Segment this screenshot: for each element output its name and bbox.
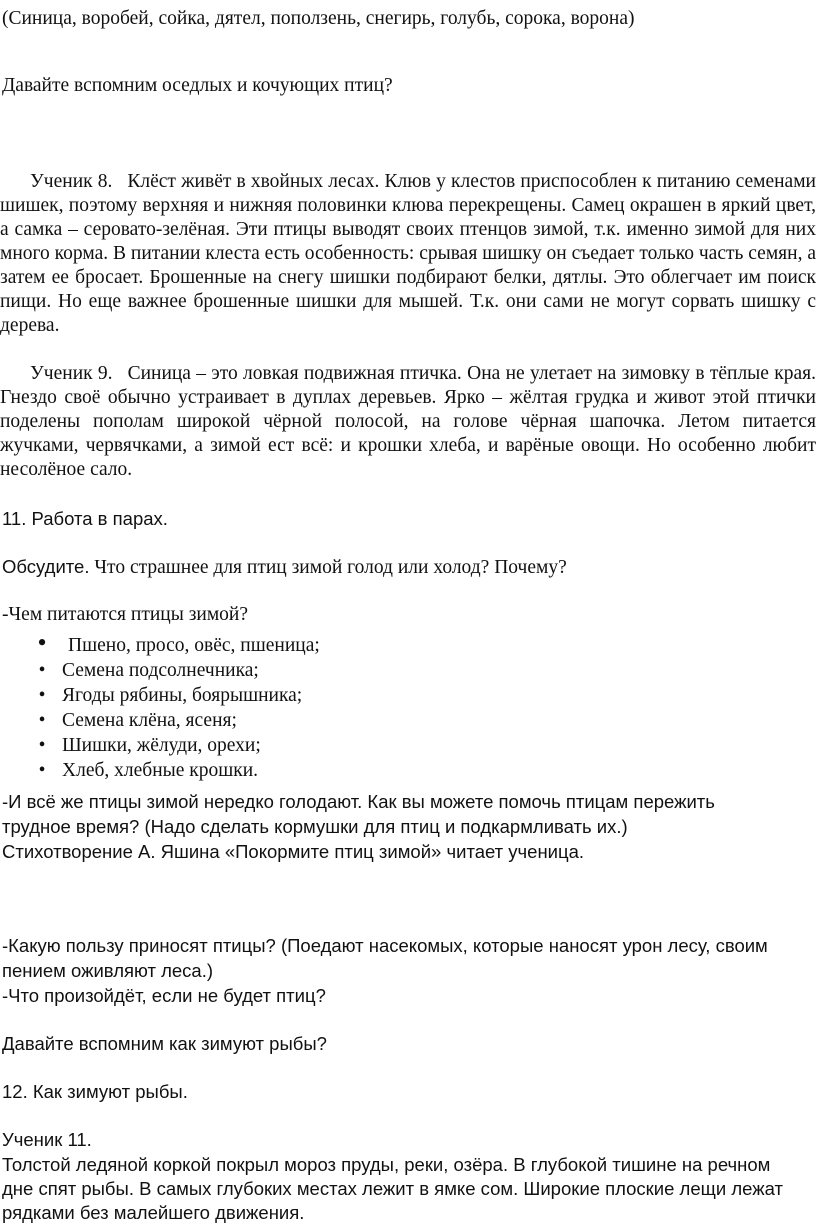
student9-paragraph (0, 362, 816, 482)
bullet-icon: • (38, 660, 46, 681)
student9-bird: Синица (127, 363, 191, 384)
student11-label: Ученик 11. (2, 1129, 92, 1150)
bullet-icon: • (38, 760, 46, 781)
help-line-2: трудное время? (Надо сделать кормушки для птиц и подкармливать их.) (2, 816, 628, 837)
student9-text: – это ловкая подвижная птичка. Она не улетает на зимовку в тёплые края. Гнездо своё обычно устраивает в дуплах деревьев. Ярко – жёлтая грудка и живот этой птички поделены пополам широкой чёрной полосой, на голове чёрная шапочка. Летом питается жучками, червячками, а зимой ест всё: и крошки хлеба, и варёные овощи. Но особенно любит несолёное сало. (0, 363, 816, 480)
student11-line-2: дне спят рыбы. В самых глубоких местах лежит в ямке сом. Широкие плоские лещи лежат (2, 1178, 783, 1199)
student8-text: живёт в хвойных лесах. Клюв у клестов приспособлен к питанию семенами шишек, поэтому верхняя и нижняя половинки клюва перекрещены. Самец окрашен в яркий цвет, а самка – серовато-зелёная. Эти птицы выводят своих птенцов зимой, т.к. именно зимой для них много корма. В питании клеста есть особенность: срывая шишку он съедает только часть семян, а затем ее бросает. Брошенные на снегу шишки подбирают белки, дятлы. Это облегчает им поиск пищи. Но еще важнее брошенные шишки для мышей. Т.к. они сами не могут сорвать шишку с дерева. (0, 171, 816, 336)
discuss-question: Что страшнее для птиц зимой голод или холод? Почему? (89, 557, 567, 578)
poem-line: Стихотворение А. Яшина «Покормите птиц зимой» читает ученица. (2, 841, 585, 862)
help-line-1: -И всё же птицы зимой нередко голодают. Как вы можете помочь птицам пережить (2, 791, 715, 812)
bullet-icon: • (38, 710, 46, 731)
student11-line-3: рядками без малейшего движения. (2, 1202, 305, 1223)
student8-bird: Клёст (127, 171, 176, 192)
student11-line-1: Толстой ледяной коркой покрыл мороз пруды, реки, озёра. В глубокой тишине на речном (2, 1154, 771, 1175)
section-12-heading: 12. Как зимуют рыбы. (2, 1081, 188, 1102)
bullet-icon: • (38, 685, 46, 706)
student9-label: Ученик 9. (30, 363, 113, 384)
what-if-line: -Что произойдёт, если не будет птиц? (2, 985, 326, 1006)
discuss-label: Обсудите. (2, 556, 90, 577)
food-question: -Чем питаются птицы зимой? (2, 604, 249, 625)
discuss-line (2, 555, 567, 580)
recall-prompt: Давайте вспомним оседлых и кочующих птиц? (2, 75, 393, 96)
bullet-icon: • (37, 628, 47, 657)
benefit-line-2: пением оживляют леса.) (2, 960, 214, 981)
student8-label: Ученик 8. (30, 171, 113, 192)
bullet-icon: • (38, 735, 46, 756)
section-11-heading: 11. Работа в парах. (2, 508, 168, 529)
birds-list: (Синица, воробей, сойка, дятел, поползень, снегирь, голубь, сорока, ворона) (2, 8, 635, 29)
student8-paragraph (0, 170, 816, 338)
document-page: (Синица, воробей, сойка, дятел, поползень, снегирь, голубь, сорока, ворона) Давайте вспомним оседлых и кочующих птиц? Ученик 8. Клёст живёт в хвойных лесах. Клюв у клестов приспособлен к питанию семенами шишек, поэтому верхняя и нижняя половинки клюва перекрещены. Самец окрашен в яркий цвет, а самка – серовато-зелёная. Эти птицы выводят своих птенцов зимой, т.к. именно зимой для них много корма. В питании клеста есть особенность: срывая шишку он съедает только часть семян, а затем ее бросает. Брошенные на снегу шишки подбирают белки, дятлы. Это облегчает им поиск пищи. Но еще важнее брошенные шишки для мышей. Т.к. они сами не могут сорвать шишку с дерева. Ученик 9. Синица – это ловкая подвижная птичка. Она не улетает на зимовку в тёплые края. Гнездо своё обычно устраивает в дуплах деревьев. Ярко – жёлтая грудка и живот этой птички поделены пополам широкой чёрной полосой, на голове чёрная шапочка. Летом питается жучками, червячками, а зимой ест всё: и крошки хлеба, и варёные овощи. Но особенно любит несолёное сало. 11. Работа в парах. Обсудите. Что страшнее для птиц зимой голод или холод? Почему? -Чем питаются птицы зимой? • Пшено, просо, овёс, пшеница; • Семена подсолнечника; • Ягоды рябины, боярышника; • Семена клёна, ясеня; • Шишки, жёлуди, орехи; • Хлеб, хлебные крошки. -И всё же птицы зимой нередко голодают. Как вы можете помочь птицам пережить трудное время? (Надо сделать кормушки для птиц и подкармливать их.) Стихотворение А. Яшина «Покормите птиц зимой» читает ученица. -Какую пользу приносят птицы? (Поедают насекомых, которые наносят урон лесу, своим пением оживляют леса.) -Что произойдёт, если не будет птиц? Давайте вспомним как зимуют рыбы? 12. Как зимуют рыбы. Ученик 11. Толстой ледяной коркой покрыл мороз пруды, реки, озёра. В глубокой тишине на речном дне спят рыбы. В самых глубоких местах лежит в ямке сом. Широкие плоские лещи лежат рядками без малейшего движения. (0, 8, 816, 1223)
fish-prompt: Давайте вспомним как зимуют рыбы? (2, 1033, 327, 1054)
benefit-line-1: -Какую пользу приносят птицы? (Поедают насекомых, которые наносят урон лесу, своим (2, 935, 768, 956)
